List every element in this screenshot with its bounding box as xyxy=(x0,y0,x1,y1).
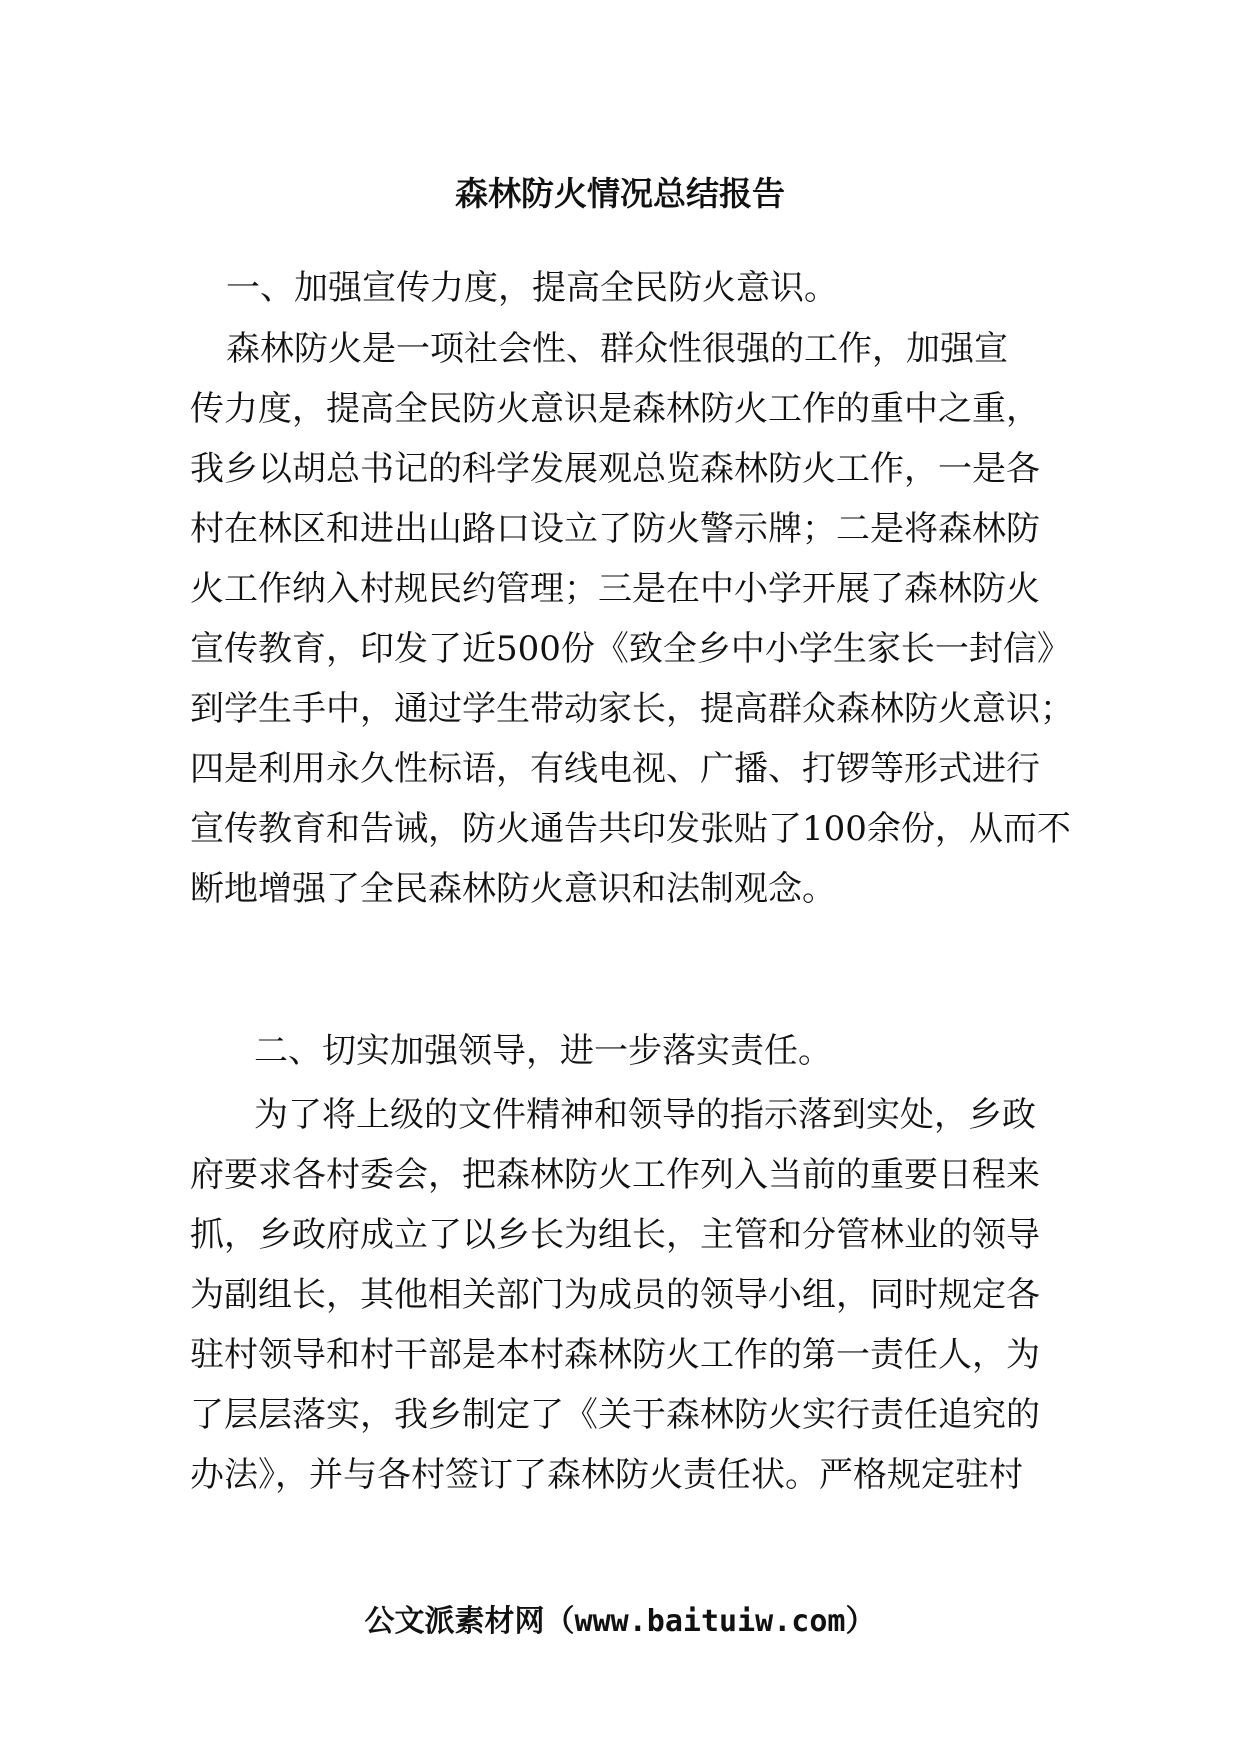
paragraph-line: 抓，乡政府成立了以乡长为组长，主管和分管林业的领导 xyxy=(190,1215,1040,1255)
paragraph-line: 我乡以胡总书记的科学发展观总览森林防火工作，一是各 xyxy=(190,449,1040,489)
paragraph-line: 为了将上级的文件精神和领导的指示落到实处，乡政 xyxy=(254,1095,1036,1135)
paragraph-line: 府要求各村委会，把森林防火工作列入当前的重要日程来 xyxy=(190,1155,1040,1195)
footer-watermark xyxy=(0,1602,1240,1642)
section-heading-2: 二、切实加强领导，进一步落实责任。 xyxy=(254,1031,832,1071)
paragraph-line: 森林防火是一项社会性、群众性很强的工作，加强宣 xyxy=(226,329,1008,369)
paragraph-line: 到学生手中，通过学生带动家长，提高群众森林防火意识； xyxy=(190,689,1074,729)
paragraph-line: 传力度，提高全民防火意识是森林防火工作的重中之重， xyxy=(190,389,1040,429)
paragraph-line: 驻村领导和村干部是本村森林防火工作的第一责任人，为 xyxy=(190,1335,1040,1375)
footer-site-name: 公文派素材网 xyxy=(364,1604,545,1639)
paragraph-line: 断地增强了全民森林防火意识和法制观念。 xyxy=(190,869,836,909)
section-heading-1: 一、加强宣传力度，提高全民防火意识。 xyxy=(226,268,838,308)
paragraph-line: 宣传教育，印发了近500份《致全乡中小学生家长一封信》 xyxy=(190,629,1071,669)
paragraph-line: 村在林区和进出山路口设立了防火警示牌；二是将森林防 xyxy=(190,509,1040,549)
paragraph-line: 四是利用永久性标语，有线电视、广播、打锣等形式进行 xyxy=(190,749,1040,789)
paragraph-line: 了层层落实，我乡制定了《关于森林防火实行责任追究的 xyxy=(190,1395,1040,1435)
footer-url: （www.baituiw.com） xyxy=(544,1604,876,1639)
paragraph-line: 宣传教育和告诫，防火通告共印发张贴了100余份，从而不 xyxy=(190,809,1071,849)
paragraph-line: 火工作纳入村规民约管理；三是在中小学开展了森林防火 xyxy=(190,569,1040,609)
paragraph-line: 办法》，并与各村签订了森林防火责任状。严格规定驻村 xyxy=(190,1455,1023,1495)
document-title: 森林防火情况总结报告 xyxy=(455,174,785,213)
paragraph-line: 为副组长，其他相关部门为成员的领导小组，同时规定各 xyxy=(190,1275,1040,1315)
